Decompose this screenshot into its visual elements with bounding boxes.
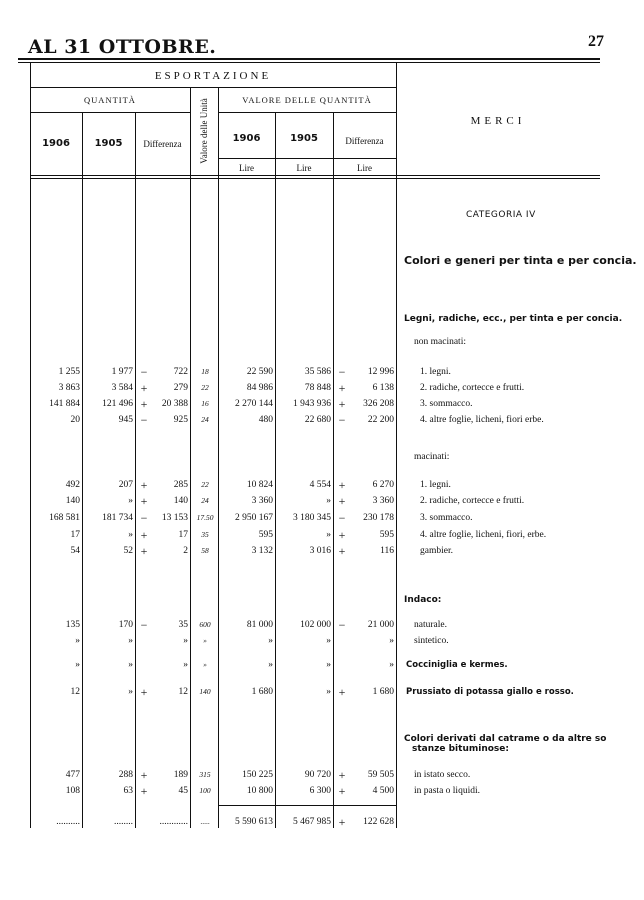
cell-unit: 24 bbox=[201, 496, 209, 505]
cell-v1906: 1 680 bbox=[251, 687, 273, 697]
section-legni: Legni, radiche, ecc., per tinta e per concia. bbox=[404, 314, 623, 324]
cell-v1906: 3 360 bbox=[251, 496, 273, 506]
total-unit: ..... bbox=[200, 817, 210, 826]
cell-diff: 17 bbox=[178, 530, 188, 540]
cell-q1906: 1 255 bbox=[58, 367, 80, 377]
cell-v1906: 10 824 bbox=[246, 480, 273, 490]
cell-vsign: + bbox=[338, 544, 346, 558]
cell-vsign: + bbox=[338, 397, 346, 411]
table-row bbox=[0, 786, 644, 802]
header-v1905: 1905 bbox=[290, 133, 318, 144]
cell-merce: 3. sommacco. bbox=[420, 513, 473, 523]
table-row bbox=[0, 660, 644, 676]
page-number: 27 bbox=[588, 33, 604, 50]
header-lire-3: Lire bbox=[357, 163, 372, 173]
cell-merce: gambier. bbox=[420, 546, 453, 556]
total-vsign: + bbox=[338, 815, 346, 829]
cell-unit: » bbox=[203, 660, 207, 669]
cell-v1905: 3 016 bbox=[309, 546, 331, 556]
cell-merce: 4. altre foglie, licheni, fiori erbe. bbox=[420, 415, 544, 425]
cell-q1906: 20 bbox=[70, 415, 80, 425]
cell-sign: + bbox=[140, 544, 148, 558]
cell-merce: 2. radiche, cortecce e frutti. bbox=[420, 383, 525, 393]
cell-diff: 2 bbox=[183, 546, 188, 556]
totals-row bbox=[0, 817, 644, 833]
cell-vsign: − bbox=[338, 413, 346, 427]
table-row bbox=[0, 496, 644, 512]
cell-vsign: + bbox=[338, 381, 346, 395]
cell-vdiff: 116 bbox=[380, 546, 394, 556]
total-diff: ............ bbox=[159, 817, 188, 827]
table-row bbox=[0, 513, 644, 529]
table-row bbox=[0, 415, 644, 431]
cell-v1905: » bbox=[326, 636, 331, 646]
cell-merce: 1. legni. bbox=[420, 367, 451, 377]
cell-q1905: » bbox=[128, 687, 133, 697]
cell-vsign: − bbox=[338, 511, 346, 525]
cell-q1906: » bbox=[75, 636, 80, 646]
cell-q1905: » bbox=[128, 636, 133, 646]
subheader-underline bbox=[30, 112, 190, 113]
cell-unit: 22 bbox=[201, 383, 209, 392]
cell-merce: in istato secco. bbox=[414, 770, 471, 780]
col-line-v1906 bbox=[275, 112, 276, 828]
cell-v1905: » bbox=[326, 660, 331, 670]
cell-sign: + bbox=[140, 768, 148, 782]
totals-rule bbox=[218, 805, 396, 806]
header-lire-1: Lire bbox=[239, 163, 254, 173]
cell-vdiff: 22 200 bbox=[367, 415, 394, 425]
cell-q1905: 945 bbox=[118, 415, 133, 425]
cell-q1906: 477 bbox=[65, 770, 80, 780]
cell-sign: + bbox=[140, 494, 148, 508]
cell-q1905: » bbox=[128, 496, 133, 506]
cell-vsign: + bbox=[338, 784, 346, 798]
cell-unit: 100 bbox=[199, 786, 211, 795]
cell-merce: 3. sommacco. bbox=[420, 399, 473, 409]
cell-q1905: 170 bbox=[118, 620, 133, 630]
cell-q1905: 288 bbox=[118, 770, 133, 780]
cell-vsign: + bbox=[338, 478, 346, 492]
cell-vsign: + bbox=[338, 768, 346, 782]
header-valore-quantita: VALORE DELLE QUANTITÀ bbox=[242, 95, 372, 105]
cell-merce: naturale. bbox=[414, 620, 447, 630]
cell-vdiff: » bbox=[389, 660, 394, 670]
cell-v1906: 595 bbox=[258, 530, 273, 540]
section-indaco: Indaco: bbox=[404, 595, 442, 605]
cell-vdiff: 6 270 bbox=[372, 480, 394, 490]
cell-v1905: 4 554 bbox=[309, 480, 331, 490]
cell-unit: 24 bbox=[201, 415, 209, 424]
total-v1905: 5 467 985 bbox=[293, 817, 331, 827]
cell-v1906: 3 132 bbox=[251, 546, 273, 556]
table-row bbox=[0, 383, 644, 399]
cell-diff: » bbox=[183, 636, 188, 646]
cell-v1905: 102 000 bbox=[300, 620, 331, 630]
cell-vsign: − bbox=[338, 618, 346, 632]
header-bottom-rule bbox=[30, 175, 600, 176]
header-1905: 1905 bbox=[94, 138, 123, 149]
section-colori: Colori e generi per tinta e per concia. bbox=[404, 254, 637, 267]
cell-diff: 140 bbox=[173, 496, 188, 506]
header-esportazione: ESPORTAZIONE bbox=[154, 70, 272, 82]
cell-v1905: 78 848 bbox=[304, 383, 331, 393]
cell-vdiff: » bbox=[389, 636, 394, 646]
header-rule-thin bbox=[18, 62, 600, 63]
cell-q1906: 140 bbox=[65, 496, 80, 506]
cell-vdiff: 4 500 bbox=[372, 786, 394, 796]
section-colori-derivati-cont: stanze bituminose: bbox=[412, 744, 509, 754]
table-row bbox=[0, 480, 644, 496]
cell-q1905: 1 977 bbox=[111, 367, 133, 377]
cell-merce: 2. radiche, cortecce e frutti. bbox=[420, 496, 525, 506]
cell-sign: + bbox=[140, 685, 148, 699]
cell-merce: in pasta o liquidi. bbox=[414, 786, 480, 796]
cell-v1906: 10 800 bbox=[246, 786, 273, 796]
cell-v1905: » bbox=[326, 530, 331, 540]
subsection-non-macinati: non macinati: bbox=[414, 337, 466, 347]
cell-q1905: » bbox=[128, 530, 133, 540]
cell-q1905: 181 734 bbox=[102, 513, 133, 523]
cell-diff: 285 bbox=[173, 480, 188, 490]
cell-q1905: 63 bbox=[123, 786, 133, 796]
cell-v1906: » bbox=[268, 636, 273, 646]
cell-vsign: + bbox=[338, 685, 346, 699]
cell-q1906: 135 bbox=[65, 620, 80, 630]
header-merci: MERCI bbox=[470, 115, 526, 127]
cell-vdiff: 6 138 bbox=[372, 383, 394, 393]
cell-diff: 279 bbox=[173, 383, 188, 393]
cell-v1906: 150 225 bbox=[242, 770, 273, 780]
total-v1906: 5 590 613 bbox=[235, 817, 273, 827]
table-row bbox=[0, 620, 644, 636]
page-title: AL 31 OTTOBRE. bbox=[28, 36, 217, 58]
cell-q1906: 168 581 bbox=[49, 513, 80, 523]
cell-merce: 4. altre foglie, licheni, fiori, erbe. bbox=[420, 530, 547, 540]
cell-sign: + bbox=[140, 784, 148, 798]
col-line-1906 bbox=[82, 112, 83, 828]
cell-unit: 17.50 bbox=[196, 513, 214, 522]
cell-merce: Prussiato di potassa giallo e rosso. bbox=[406, 687, 574, 697]
cell-vdiff: 3 360 bbox=[372, 496, 394, 506]
table-row bbox=[0, 367, 644, 383]
cell-v1905: 35 586 bbox=[304, 367, 331, 377]
cell-diff: 13 153 bbox=[161, 513, 188, 523]
cell-q1906: 141 884 bbox=[49, 399, 80, 409]
cell-vdiff: 59 505 bbox=[367, 770, 394, 780]
cell-diff: 35 bbox=[178, 620, 188, 630]
header-lire-2: Lire bbox=[296, 163, 312, 173]
cell-q1905: 121 496 bbox=[102, 399, 133, 409]
cell-q1905: 52 bbox=[123, 546, 133, 556]
table-row bbox=[0, 770, 644, 786]
cell-vdiff: 1 680 bbox=[372, 687, 394, 697]
total-q1906: .......... bbox=[56, 817, 80, 827]
cell-v1905: 90 720 bbox=[304, 770, 331, 780]
cell-q1906: 17 bbox=[70, 530, 80, 540]
cell-vdiff: 230 178 bbox=[363, 513, 394, 523]
cell-unit: 315 bbox=[199, 770, 211, 779]
cell-vdiff: 21 000 bbox=[367, 620, 394, 630]
cell-v1905: » bbox=[326, 496, 331, 506]
cell-vsign: + bbox=[338, 494, 346, 508]
cell-merce: Cocciniglia e kermes. bbox=[406, 660, 508, 670]
cell-v1905: » bbox=[326, 687, 331, 697]
cell-q1906: 108 bbox=[65, 786, 80, 796]
cell-diff: » bbox=[183, 660, 188, 670]
cell-vdiff: 326 208 bbox=[363, 399, 394, 409]
cell-vdiff: 12 996 bbox=[367, 367, 394, 377]
cell-v1906: 2 950 167 bbox=[235, 513, 273, 523]
col-line-unit bbox=[218, 87, 219, 828]
cell-v1906: 480 bbox=[258, 415, 273, 425]
esportazione-underline bbox=[30, 87, 396, 88]
cell-q1906: 492 bbox=[65, 480, 80, 490]
cell-unit: 600 bbox=[199, 620, 211, 629]
cell-diff: 925 bbox=[173, 415, 188, 425]
cell-v1905: 3 180 345 bbox=[293, 513, 331, 523]
cell-diff: 45 bbox=[178, 786, 188, 796]
cell-unit: 16 bbox=[201, 399, 209, 408]
cell-q1906: » bbox=[75, 660, 80, 670]
col-line-diff bbox=[190, 87, 191, 828]
cell-sign: + bbox=[140, 381, 148, 395]
header-quantita: QUANTITÀ bbox=[84, 95, 136, 105]
cell-diff: 189 bbox=[173, 770, 188, 780]
cell-q1905: » bbox=[128, 660, 133, 670]
cell-merce: sintetico. bbox=[414, 636, 449, 646]
category-heading: CATEGORIA IV bbox=[466, 210, 536, 220]
cell-unit: 58 bbox=[201, 546, 209, 555]
cell-v1905: 1 943 936 bbox=[293, 399, 331, 409]
cell-q1905: 207 bbox=[118, 480, 133, 490]
cell-v1906: 2 270 144 bbox=[235, 399, 273, 409]
cell-v1906: 84 986 bbox=[246, 383, 273, 393]
cell-sign: − bbox=[140, 413, 148, 427]
lire-separator bbox=[218, 158, 396, 159]
cell-q1906: 3 863 bbox=[58, 383, 80, 393]
cell-sign: − bbox=[140, 511, 148, 525]
header-vdifferenza: Differenza bbox=[345, 136, 384, 146]
table-row bbox=[0, 399, 644, 415]
table-row bbox=[0, 636, 644, 652]
total-vdiff: 122 628 bbox=[363, 817, 394, 827]
cell-diff: 12 bbox=[178, 687, 188, 697]
cell-q1905: 3 584 bbox=[111, 383, 133, 393]
table-row bbox=[0, 530, 644, 546]
cell-sign: − bbox=[140, 365, 148, 379]
cell-unit: 35 bbox=[201, 530, 209, 539]
cell-diff: 722 bbox=[173, 367, 188, 377]
cell-sign: + bbox=[140, 528, 148, 542]
cell-merce: 1. legni. bbox=[420, 480, 451, 490]
cell-vsign: − bbox=[338, 365, 346, 379]
cell-unit: » bbox=[203, 636, 207, 645]
cell-vdiff: 595 bbox=[379, 530, 394, 540]
cell-q1906: 12 bbox=[70, 687, 80, 697]
col-line-v1905 bbox=[333, 112, 334, 828]
header-valore-unita: Valore delle Unità bbox=[199, 98, 209, 164]
total-q1905: ........ bbox=[114, 817, 133, 827]
cell-v1905: 22 680 bbox=[304, 415, 331, 425]
cell-q1906: 54 bbox=[70, 546, 80, 556]
cell-v1906: » bbox=[268, 660, 273, 670]
cell-vsign: + bbox=[338, 528, 346, 542]
header-1906: 1906 bbox=[42, 138, 70, 149]
cell-unit: 18 bbox=[201, 367, 209, 376]
cell-v1906: 22 590 bbox=[246, 367, 273, 377]
header-rule-thick bbox=[18, 58, 600, 60]
cell-diff: 20 388 bbox=[161, 399, 188, 409]
cell-sign: + bbox=[140, 478, 148, 492]
cell-unit: 22 bbox=[201, 480, 209, 489]
header-v1906: 1906 bbox=[232, 133, 261, 144]
subheader-underline-2 bbox=[218, 112, 396, 113]
cell-sign: − bbox=[140, 618, 148, 632]
col-line-1905 bbox=[135, 112, 136, 828]
header-differenza: Differenza bbox=[143, 139, 182, 149]
header-bottom-rule-2 bbox=[30, 178, 600, 179]
table-row bbox=[0, 687, 644, 703]
subsection-macinati: macinati: bbox=[414, 452, 450, 462]
section-colori-derivati: Colori derivati dal catrame o da altre so bbox=[404, 734, 607, 744]
cell-sign: + bbox=[140, 397, 148, 411]
cell-v1905: 6 300 bbox=[309, 786, 331, 796]
table-row bbox=[0, 546, 644, 562]
cell-unit: 140 bbox=[199, 687, 211, 696]
cell-v1906: 81 000 bbox=[246, 620, 273, 630]
